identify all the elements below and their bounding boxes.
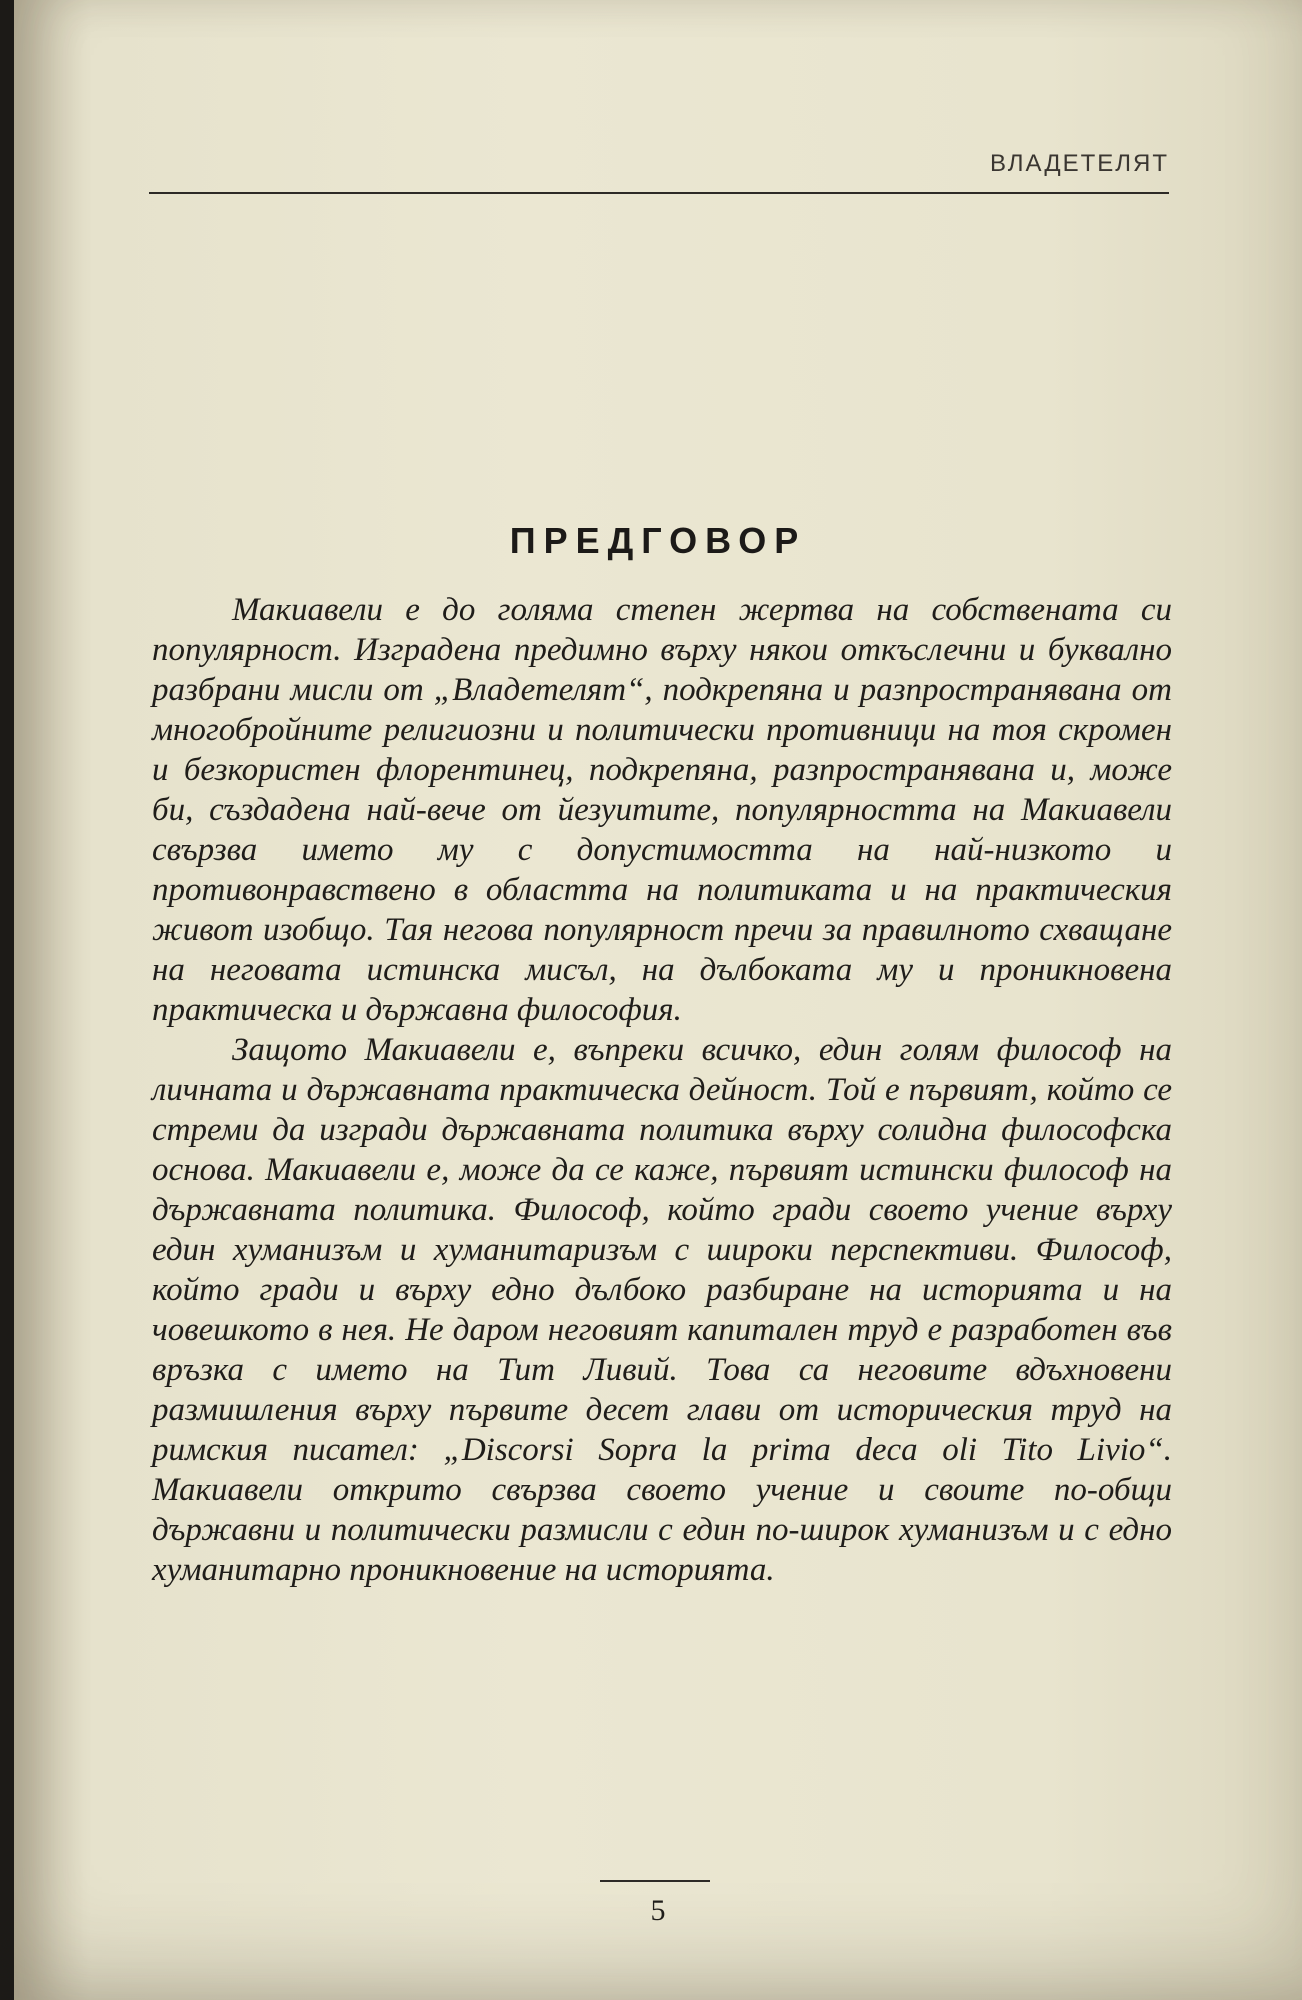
paragraph-1: Макиавели е до голяма степен жертва на собствената си популярност. Изградена предимно върху някои откъслечни и буквално разбрани мисли от „Владетелят“, подкрепяна и разпространявана от многобройните религиозни и политически противници на тоя скромен и безкористен флорентинец, подкрепяна, разпространявана и, може би, създадена най-вече от йезуитите, популярността на Макиавели свързва името му с допустимостта на най-низкото и противонравствено в областта на политиката и на практическия живот изобщо. Тая негова популярност пречи за правилното схващане на неговата истинска мисъл, на дълбоката му и проникновена практическа и държавна философия. xyxy=(152,592,1172,1028)
paragraph-2: Защото Макиавели е, въпреки всичко, един голям философ на личната и държавната практическа дейност. Той е първият, който се стреми да изгради държавната политика върху солидна философска основа. Макиавели е, може да се каже, първият истински философ на държавната политика. Философ, който гради своето учение върху един хуманизъм и хуманитаризъм с широки перспективи. Философ, който гради и върху едно дълбоко разбиране на историята и на човешкото в нея. Не даром неговият капитален труд е разработен във връзка с името на Тит Ливий. Това са неговите вдъхновени размишления върху първите десет глави от историческия труд на римския писател: „Discorsi Sopra la prima deca oli Tito Livio“. Макиавели открито свързва своето учение и своите по-общи държавни и политически размисли с един по-широк хуманизъм и с едно хуманитарно проникновение на историята. xyxy=(152,1032,1172,1588)
body-text xyxy=(152,590,1172,1590)
footer-rule xyxy=(600,1880,710,1882)
book-page xyxy=(14,0,1302,2000)
page-number: 5 xyxy=(650,1894,666,1927)
running-head: ВЛАДЕТЕЛЯТ xyxy=(990,150,1169,177)
chapter-title: ПРЕДГОВОР xyxy=(509,520,807,561)
header-rule xyxy=(149,192,1169,194)
